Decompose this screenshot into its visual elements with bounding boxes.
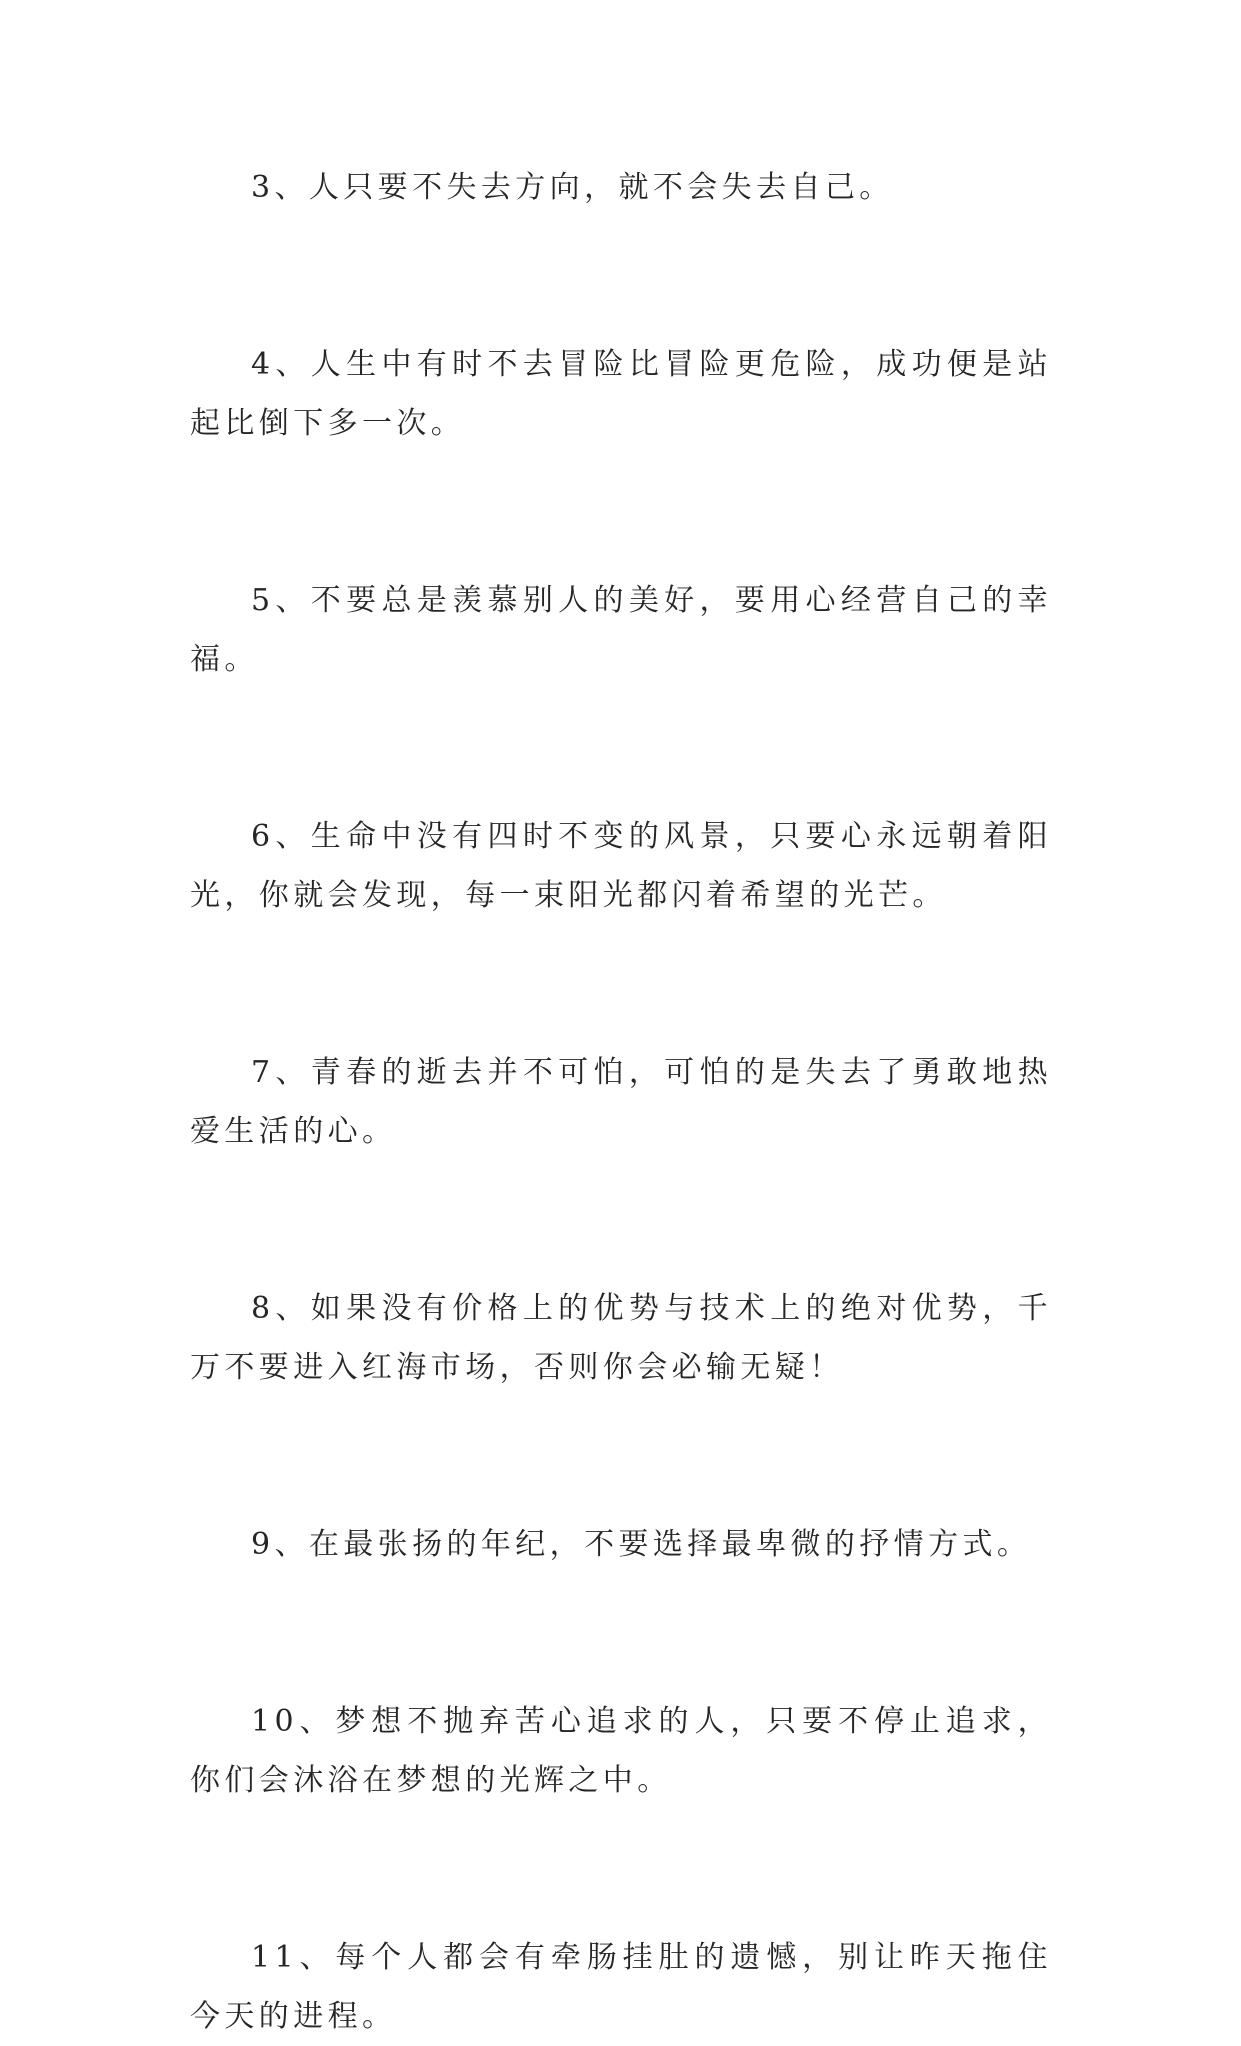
- paragraph-4: 4、人生中有时不去冒险比冒险更危险，成功便是站起比倒下多一次。: [190, 347, 1052, 441]
- paragraph-7: 7、青春的逝去并不可怕，可怕的是失去了勇敢地热爱生活的心。: [190, 1055, 1052, 1149]
- paragraph-5: 5、不要总是羡慕别人的美好，要用心经营自己的幸福。: [190, 583, 1052, 677]
- paragraph-6: 6、生命中没有四时不变的风景，只要心永远朝着阳光，你就会发现，每一束阳光都闪着希望的光芒。: [190, 819, 1052, 913]
- paragraph-11: 11、每个人都会有牵肠挂肚的遗憾，别让昨天拖住今天的进程。: [190, 1940, 1052, 2034]
- document-body: [190, 158, 1052, 2046]
- paragraph-10: 10、梦想不抛弃苦心追求的人，只要不停止追求，你们会沐浴在梦想的光辉之中。: [190, 1704, 1052, 1798]
- paragraph-8: 8、如果没有价格上的优势与技术上的绝对优势，千万不要进入红海市场，否则你会必输无疑！: [190, 1291, 1052, 1385]
- paragraph-9: 9、在最张扬的年纪，不要选择最卑微的抒情方式。: [251, 1527, 1032, 1562]
- paragraph-3: 3、人只要不失去方向，就不会失去自己。: [251, 170, 894, 205]
